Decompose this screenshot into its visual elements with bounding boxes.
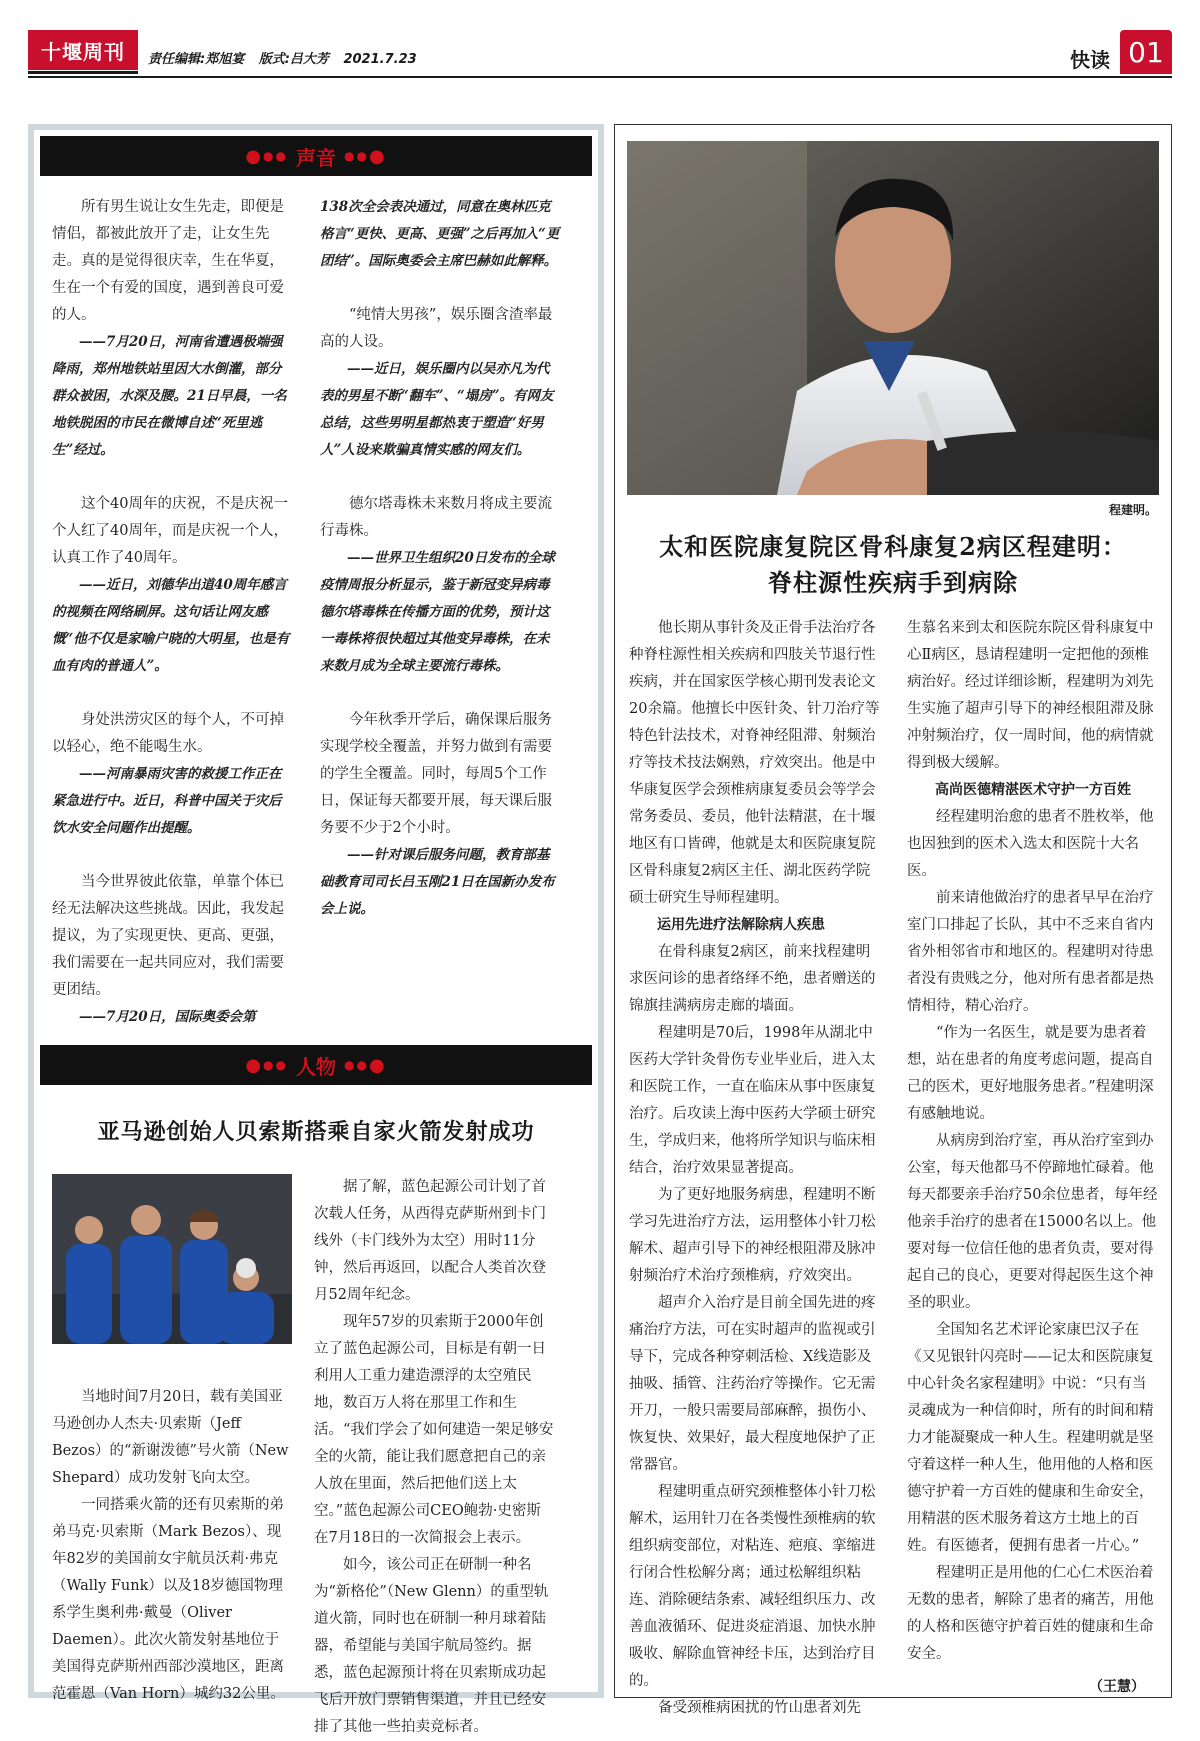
quote-source: ——世界卫生组织20日发布的全球疫情周报分析显示，鉴于新冠变异病毒德尔塔毒株在传播方面的优势，预计这一毒株将很快超过其他变异毒株，在未来数月成为全球主要流行毒株。 bbox=[320, 550, 555, 674]
photo-caption: 程建明。 bbox=[1108, 503, 1157, 517]
article-paragraph: 从病房到治疗室，再从治疗室到办公室，每天他都马不停蹄地忙碌着。他每天都要亲手治疗50余位患者，每年经他亲手治疗的患者在15000名以上。他要对每一位信任他的患者负责，要对得起自己的良心，更要对得起医生这个神圣的职业。 bbox=[907, 1133, 1158, 1311]
quote-source: ——近日，娱乐圈内以吴亦凡为代表的男星不断“翻车”、“塌房”。有网友总结，这些男明星都热衷于塑造“好男人”人设来欺骗真情实感的网友们。 bbox=[320, 361, 554, 458]
quote-paragraph: “纯情大男孩”，娱乐圈含渣率最高的人设。 bbox=[320, 307, 553, 350]
page-number: 01 bbox=[1120, 30, 1172, 74]
article-paragraph: 经程建明治愈的患者不胜枚举，他也因独到的医术入选太和医院十大名医。 bbox=[907, 809, 1154, 879]
article-paragraph: 超声介入治疗是目前全国先进的疼痛治疗方法，可在实时超声的监视或引导下，完成各种穿刺活检、X线造影及抽吸、插管、注药治疗等操作。它无需开刀，一般只需要局部麻醉，损伤小、恢复快、效果好，最大程度地保护了正常器官。 bbox=[629, 1295, 876, 1473]
voice-column-1 bbox=[52, 194, 292, 1031]
people-column-2 bbox=[314, 1174, 554, 1741]
banner-dots-icon: ● bbox=[245, 145, 264, 167]
quote-paragraph: 这个40周年的庆祝，不是庆祝一个人红了40周年，而是庆祝一个人，认真工作了40周年。 bbox=[52, 496, 288, 566]
feature-column-2 bbox=[907, 615, 1159, 1722]
voice-section bbox=[34, 176, 598, 1031]
editor-credit: 责任编辑:郑旭宴 bbox=[148, 52, 245, 67]
article-paragraph: 当地时间7月20日，载有美国亚马逊创办人杰夫·贝索斯（Jeff Bezos）的“新谢泼德”号火箭（New Shepard）成功发射飞向太空。 bbox=[52, 1389, 289, 1486]
people-label: 人物 bbox=[296, 1054, 336, 1079]
banner-dots-icon: ● bbox=[368, 1054, 387, 1076]
voice-column-2 bbox=[320, 194, 560, 1031]
people-text-column-1 bbox=[52, 1384, 292, 1708]
left-panel bbox=[28, 124, 604, 1735]
paragraph-gap bbox=[320, 275, 560, 302]
astronaut-crew-photo bbox=[52, 1174, 292, 1344]
paragraph-gap bbox=[320, 680, 560, 707]
article-paragraph: 备受颈椎病困扰的竹山患者刘先 bbox=[658, 1700, 861, 1716]
feature-body bbox=[629, 615, 1159, 1722]
right-panel bbox=[614, 124, 1172, 1716]
paragraph-gap bbox=[320, 464, 560, 491]
quote-paragraph: 当今世界彼此依靠，单靠个体已经无法解决这些挑战。因此，我发起提议，为了实现更快、更高、更强，我们需要在一起共同应对，我们需要更团结。 bbox=[52, 874, 284, 998]
people-headline: 亚马逊创始人贝索斯搭乘自家火箭发射成功 bbox=[97, 1119, 535, 1145]
quote-source: ——针对课后服务问题，教育部基础教育司司长吕玉刚21日在国新办发布会上说。 bbox=[320, 847, 555, 917]
article-paragraph: 为了更好地服务病患，程建明不断学习先进治疗方法，运用整体小针刀松解术、超声引导下的神经根阻滞及脉冲射频治疗术治疗颈椎病，疗效突出。 bbox=[629, 1187, 876, 1284]
issue-date: 2021.7.23 bbox=[343, 52, 417, 67]
article-paragraph: 如今，该公司正在研制一种名为“新格伦”（New Glenn）的重型轨道火箭，同时也在研制一种月球着陆器，希望能与美国宇航局签约。据悉，蓝色起源预计将在贝索斯成功起飞后开放门票销售渠道，并且已经安排了其他一些拍卖竞标者。 bbox=[314, 1557, 549, 1735]
feature-column-1 bbox=[629, 615, 881, 1722]
people-column-1 bbox=[52, 1174, 292, 1741]
people-banner bbox=[40, 1045, 592, 1085]
voice-banner bbox=[40, 136, 592, 176]
banner-dots-icon: ●● bbox=[344, 149, 369, 163]
article-paragraph: 程建明重点研究颈椎整体小针刀松解术，运用针刀在各类慢性颈椎病的软组织病变部位，对粘连、疤痕、挛缩进行闭合性松解分离；通过松解组织粘连、消除硬结条索、减轻组织压力、改善血液循环、促进炎症消退、加快水肿吸收、解除血管神经卡压，达到治疗目的。 bbox=[629, 1484, 876, 1689]
article-paragraph: 现年57岁的贝索斯于2000年创立了蓝色起源公司，目标是有朝一日利用人工重力建造漂浮的太空殖民地，数百万人将在那里工作和生活。“我们学会了如何建造一架足够安全的火箭，能让我们愿意把自己的亲人放在里面，然后把他们送上太空。”蓝色起源公司CEO鲍勃·史密斯在7月18日的一次简报会上表示。 bbox=[314, 1314, 554, 1546]
quote-paragraph: 德尔塔毒株未来数月将成主要流行毒株。 bbox=[320, 496, 552, 539]
editor-line bbox=[148, 48, 427, 67]
banner-dots-icon: ● bbox=[368, 145, 387, 167]
article-paragraph: 一同搭乘火箭的还有贝索斯的弟弟马克·贝索斯（Mark Bezos）、现年82岁的美国前女宇航员沃莉·弗克（Wally Funk）以及18岁德国物理系学生奥利弗·戴曼（Oliver Daemen）。此次火箭发射基地位于美国得克萨斯州西部沙漠地区，距离范霍恩（Van Horn）城约32公里。 bbox=[52, 1497, 285, 1702]
section-name: 快读 bbox=[1070, 48, 1110, 72]
newspaper-logo: 十堰周刊 bbox=[28, 30, 138, 70]
article-paragraph: 据了解，蓝色起源公司计划了首次载人任务，从西得克萨斯州到卡门线外（卡门线外为太空）用时11分钟，然后再返回，以配合人类首次登月52周年纪念。 bbox=[314, 1179, 546, 1303]
quote-source: ——7月20日，河南省遭遇极端强降雨，郑州地铁站里因大水倒灌，部分群众被困，水深及腰。21日早晨，一名地铁脱困的市民在微博自述“死里逃生”经过。 bbox=[52, 334, 287, 458]
feature-headline-line-2: 脊柱源性疾病手到病除 bbox=[768, 568, 1018, 597]
article-paragraph: 程建明正是用他的仁心仁术医治着无数的患者，解除了患者的痛苦，用他的人格和医德守护着百姓的健康和生命安全。 bbox=[907, 1565, 1154, 1662]
paragraph-gap bbox=[52, 680, 292, 707]
article-paragraph: 在骨科康复2病区，前来找程建明求医问诊的患者络绎不绝，患者赠送的锦旗挂满病房走廊的墙面。 bbox=[629, 944, 876, 1014]
subheading: 高尚医德精湛医术守护一方百姓 bbox=[935, 782, 1131, 798]
byline: （王慧） bbox=[1089, 1679, 1145, 1695]
article-paragraph: 全国知名艺术评论家康巴汉子在《又见银针闪亮时——记太和医院康复中心针灸名家程建明》中说：“只有当灵魂成为一种信仰时，所有的时间和精力才能凝聚成一种人生。程建明就是坚守着这样一种人生，他用他的人格和医德守护着一方百姓的健康和生命安全，用精湛的医术服务着这方土地上的百姓。有医德者，便拥有患者一片心。” bbox=[907, 1322, 1154, 1554]
quote-source: ——河南暴雨灾害的救援工作正在紧急进行中。近日，科普中国关于灾后饮水安全问题作出提醒。 bbox=[52, 766, 282, 836]
masthead bbox=[28, 30, 1172, 74]
banner-dots-icon: ● bbox=[245, 1054, 264, 1076]
quote-paragraph: 所有男生说让女生先走，即便是情侣，都被此放开了走，让女生先走。真的是觉得很庆幸，生在华夏，生在一个有爱的国度，遇到善良可爱的人。 bbox=[52, 199, 284, 323]
quote-source: ——7月20日，国际奥委会第 bbox=[79, 1009, 256, 1025]
layout-credit: 版式:吕大芳 bbox=[258, 52, 329, 67]
header-rule bbox=[28, 76, 1172, 78]
banner-dots-icon: ●● bbox=[263, 149, 288, 163]
people-section bbox=[34, 1115, 598, 1741]
paragraph-gap bbox=[52, 464, 292, 491]
quote-paragraph: 今年秋季开学后，确保课后服务实现学校全覆盖，并努力做到有需要的学生全覆盖。同时，每周5个工作日，保证每天都要开展，每天课后服务要不少于2个小时。 bbox=[320, 712, 552, 836]
quote-paragraph: 身处洪涝灾区的每个人，不可掉以轻心，绝不能喝生水。 bbox=[52, 712, 284, 755]
paragraph-gap bbox=[52, 842, 292, 869]
feature-headline-line-1: 太和医院康复院区骨科康复2病区程建明： bbox=[659, 532, 1127, 561]
article-paragraph: 他长期从事针灸及正骨手法治疗各种脊柱源性相关疾病和四肢关节退行性疾病，并在国家医学核心期刊发表论文20余篇。他擅长中医针灸、针刀治疗等特色针法技术，对脊神经阻滞、射频治疗等技术技法娴熟，疗效突出。他是中华康复医学会颈椎病康复委员会等学会常务委员、委员，他针法精湛，在十堰地区有口皆碑，他就是太和医院康复院区骨科康复2病区主任、湖北医药学院硕士研究生导师程建明。 bbox=[629, 620, 880, 906]
article-paragraph: 程建明是70后，1998年从湖北中医药大学针灸骨伤专业毕业后，进入太和医院工作，一直在临床从事中医康复治疗。后攻读上海中医药大学硕士研究生，学成归来，他将所学知识与临床相结合，治疗效果显著提高。 bbox=[629, 1025, 876, 1176]
quote-source: 138次全会表决通过，同意在奥林匹克格言“更快、更高、更强”之后再加入“更团结”。国际奥委会主席巴赫如此解释。 bbox=[320, 199, 560, 269]
feature-headline bbox=[615, 529, 1171, 601]
doctor-photo bbox=[627, 141, 1159, 495]
banner-dots-icon: ●● bbox=[263, 1058, 288, 1072]
article-paragraph: 生慕名来到太和医院东院区骨科康复中心Ⅱ病区，恳请程建明一定把他的颈椎病治好。经过详细诊断，程建明为刘先生实施了超声引导下的神经根阻滞及脉冲射频治疗，仅一周时间，他的病情就得到极大缓解。 bbox=[907, 620, 1154, 771]
banner-dots-icon: ●● bbox=[344, 1058, 369, 1072]
quote-source: ——近日，刘德华出道40周年感言的视频在网络刷屏。这句话让网友感慨“他不仅是家喻户晓的大明星，也是有血有肉的普通人”。 bbox=[52, 577, 290, 674]
article-paragraph: “作为一名医生，就是要为患者着想，站在患者的角度考虑问题，提高自己的医术，更好地服务患者。”程建明深有感触地说。 bbox=[907, 1025, 1154, 1122]
voice-label: 声音 bbox=[296, 145, 336, 170]
subheading: 运用先进疗法解除病人疾患 bbox=[657, 917, 825, 933]
article-paragraph: 前来请他做治疗的患者早早在治疗室门口排起了长队，其中不乏来自省内省外相邻省市和地区的。程建明对待患者没有贵贱之分，他对所有患者都是热情相待，精心治疗。 bbox=[907, 890, 1154, 1014]
